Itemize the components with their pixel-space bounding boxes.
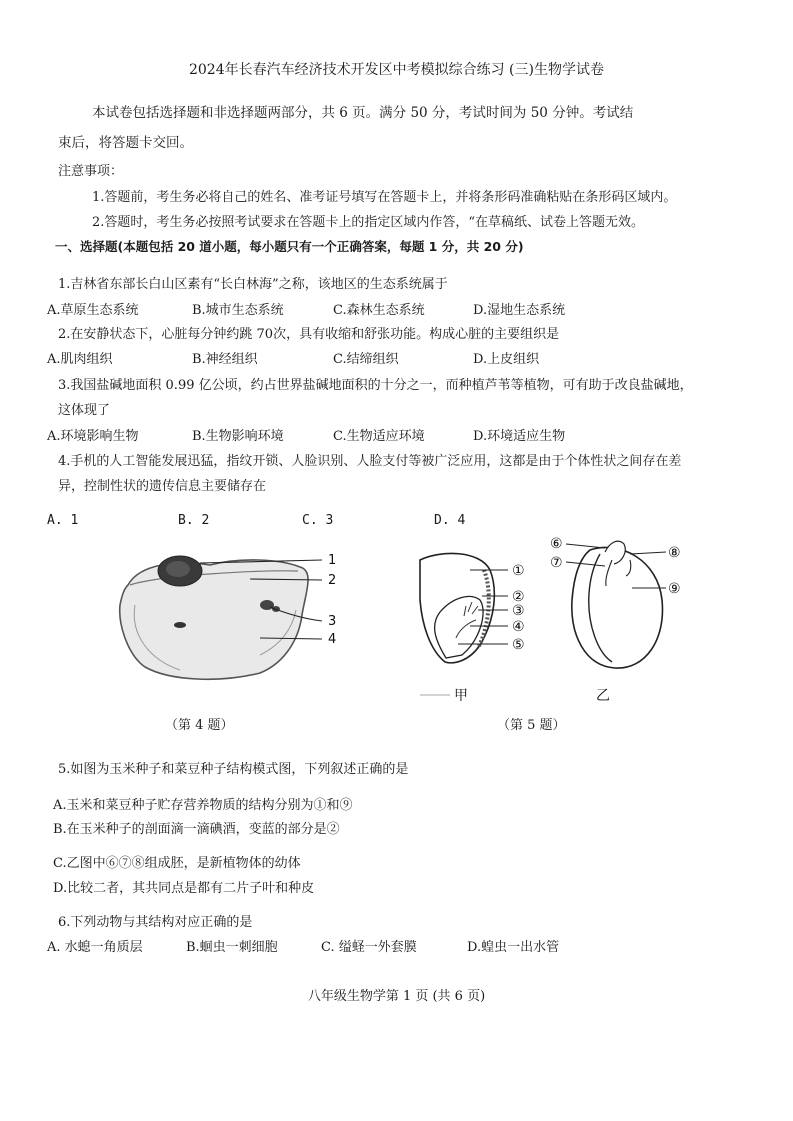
q6-option-b: B.蛔虫一刺细胞 xyxy=(186,940,278,955)
q6-option-d: D.蝗虫一出水管 xyxy=(467,940,560,955)
fig5-label-1: ① xyxy=(512,563,525,579)
q6-stem: 6.下列动物与其结构对应正确的是 xyxy=(58,915,253,930)
q4-stem-2: 异，控制性状的遗传信息主要储存在 xyxy=(58,479,267,494)
fig5-label-6: ⑥ xyxy=(550,536,563,552)
page-footer: 八年级生物学第 1 页 (共 6 页) xyxy=(307,989,486,1004)
q3-stem-1: 3.我国盐碱地面积 0.99 亿公顷，约占世界盐碱地面积的十分之一，而种植芦苇等植物，可有助于改良盐碱地， xyxy=(58,378,693,393)
q1-option-b: B.城市生态系统 xyxy=(192,303,284,318)
fig5-name-yi: 乙 xyxy=(596,688,610,704)
figure-4-cell xyxy=(110,545,360,690)
q3-option-c: C.生物适应环境 xyxy=(333,429,425,444)
q4-stem-1: 4.手机的人工智能发展迅猛，指纹开锁、人脸识别、人脸支付等被广泛应用，这都是由于个体性状之间存在差 xyxy=(58,454,682,469)
q4-option-d: D. 4 xyxy=(434,513,466,528)
q1-option-d: D.湿地生态系统 xyxy=(473,303,566,318)
fig4-label-3: 3 xyxy=(328,614,337,629)
cell-outline xyxy=(120,560,308,679)
q3-option-d: D.环境适应生物 xyxy=(473,429,566,444)
intro-line-1: 本试卷包括选择题和非选择题两部分，共 6 页。满分 50 分，考试时间为 50 分钟。考试结 xyxy=(92,105,634,121)
q2-stem: 2.在安静状态下，心脏每分钟约跳 70次，具有收缩和舒张功能。构成心脏的主要组织是 xyxy=(58,327,560,342)
q5-option-a: A.玉米和菜豆种子贮存营养物质的结构分别为①和⑨ xyxy=(53,798,353,813)
fig4-label-1: 1 xyxy=(328,553,337,568)
fig5-label-7: ⑦ xyxy=(550,555,563,571)
cell-organelle xyxy=(260,600,274,610)
notes-heading: 注意事项： xyxy=(58,164,124,179)
q2-option-a: A.肌肉组织 xyxy=(47,352,113,367)
fig5-label-9: ⑨ xyxy=(668,581,681,597)
fig5-label-3: ③ xyxy=(512,603,525,619)
bean-seed-outline xyxy=(572,547,663,668)
q5-option-d: D.比较二者，其共同点是都有二片子叶和种皮 xyxy=(53,881,315,896)
fig5-name-jia: 甲 xyxy=(454,688,468,704)
q3-option-a: A.环境影响生物 xyxy=(47,429,139,444)
q4-option-b: B. 2 xyxy=(178,513,210,528)
q5-stem: 5.如图为玉米种子和菜豆种子结构模式图，下列叙述正确的是 xyxy=(58,762,409,777)
q4-option-a: A. 1 xyxy=(47,513,79,528)
fig5-label-4: ④ xyxy=(512,619,525,635)
q6-option-c: C. 缢蛏一外套膜 xyxy=(321,940,417,955)
q5-option-c: C.乙图中⑥⑦⑧组成胚，是新植物体的幼体 xyxy=(53,856,301,871)
q2-option-b: B.神经组织 xyxy=(192,352,258,367)
notes-item-1: 1.答题前，考生务必将自己的姓名、准考证号填写在答题卡上，并将条形码准确粘贴在条形码区域内。 xyxy=(92,190,677,205)
q1-option-a: A.草原生态系统 xyxy=(47,303,139,318)
q4-option-c: C. 3 xyxy=(302,513,334,528)
fig5-label-8: ⑧ xyxy=(668,545,681,561)
q2-option-d: D.上皮组织 xyxy=(473,352,540,367)
fig5-caption: （第 5 题） xyxy=(497,718,566,733)
q5-option-b: B.在玉米种子的剖面滴一滴碘酒，变蓝的部分是② xyxy=(53,822,340,837)
q3-stem-2: 这体现了 xyxy=(58,403,111,418)
section-heading: 一、选择题(本题包括 20 道小题，每小题只有一个正确答案，每题 1 分，共 20 分) xyxy=(55,239,524,254)
page-title: 2024年长春汽车经济技术开发区中考模拟综合练习 (三)生物学试卷 xyxy=(188,62,604,78)
q1-stem: 1.吉林省东部长白山区素有“长白林海”之称，该地区的生态系统属于 xyxy=(58,277,448,292)
q1-option-c: C.森林生态系统 xyxy=(333,303,425,318)
fig5-label-2: ② xyxy=(512,589,525,605)
fig4-label-4: 4 xyxy=(328,632,337,647)
q6-option-a: A. 水螅一角质层 xyxy=(47,940,143,955)
q3-option-b: B.生物影响环境 xyxy=(192,429,284,444)
fig4-caption: （第 4 题） xyxy=(165,718,234,733)
figure-5-seeds xyxy=(400,530,700,708)
fig4-label-2: 2 xyxy=(328,573,337,588)
fig5-label-5: ⑤ xyxy=(512,637,525,653)
intro-line-2: 束后，将答题卡交回。 xyxy=(58,135,193,151)
notes-item-2: 2.答题时，考生务必按照考试要求在答题卡上的指定区域内作答，“在草稿纸、试卷上答题无效。 xyxy=(92,215,645,230)
q2-option-c: C.结缔组织 xyxy=(333,352,399,367)
